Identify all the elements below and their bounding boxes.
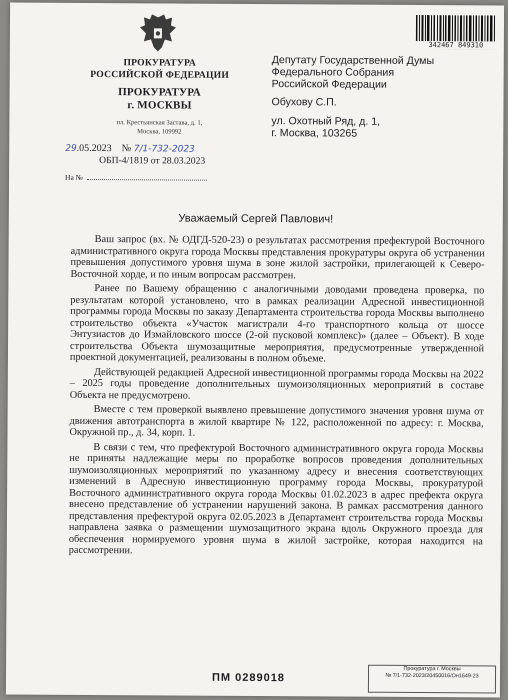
coat-of-arms-icon bbox=[136, 11, 180, 55]
recipient-address-line1: ул. Охотный Ряд, д. 1, bbox=[271, 115, 381, 128]
recipient-title-line3: Российской Федерации bbox=[271, 78, 387, 91]
reply-to-label: На № bbox=[65, 172, 83, 182]
recipient-title-line1: Депутату Государственной Думы bbox=[271, 54, 435, 68]
form-serial-number: ПМ 0289018 bbox=[211, 671, 285, 685]
letter-body bbox=[69, 234, 485, 562]
office-name-line2: г. МОСКВЫ bbox=[127, 99, 192, 112]
reply-to-field bbox=[65, 173, 207, 183]
office-address-line1: пл. Крестьянская Застава, д. 1, bbox=[116, 119, 203, 127]
paragraph-2: Ранее по Вашему обращению с аналогичными доводами проведена проверка, по результатам которой установлено, что в рамках реализации Адресной инвестиционной программы города Москвы по заказу Департамента строительства города Москвы выполнено строительство объекта «Участок магистрали 4-го транспортного кольца от шоссе Энтузиастов до Измайловского шоссе (2-ой пусковой комплекс)» (далее – Объект). В ходе строительства Объекта шумозащитные мероприятия, предусмотренные утвержденной проектной документацией, реализованы в полном объеме. bbox=[69, 283, 485, 365]
paragraph-3: Действующей редакцией Адресной инвестиционной программы города Москвы на 2022 – 2025 годы проведение дополнительных шумоизоляционных мероприятий в составе Объекта не предусмотрено. bbox=[69, 366, 484, 402]
paragraph-5: В связи с тем, что префектурой Восточного административного округа города Москвы не приняты надлежащие меры по проработке вопросов проведения дополнительных шумоизоляционных мероприятий по указанному адресу и внесения соответствующих изменений в Адресную инвестиционную программу города Москвы, прокуратурой Восточного административного округа города Москвы 01.02.2023 в адрес префекта округа внесено представление об устранении нарушений закона. В рамках рассмотрения данного представления префектурой округа 02.05.2023 в Департамент строительства города Москвы направлена заявка о размещении шумозащитного экрана вдоль Окружного проезда для обеспечения нормируемого уровня шума в жилой застройке, которая находится на рассмотрении. bbox=[68, 441, 484, 557]
org-name-line2: РОССИЙСКОЙ ФЕДЕРАЦИИ bbox=[90, 68, 230, 81]
stamp-line2: № 7/1-732-2023/20450016/Он1649-23 bbox=[385, 672, 479, 680]
greeting: Уважаемый Сергей Павлович! bbox=[178, 212, 334, 226]
number-sign: № bbox=[121, 143, 132, 155]
stamp-line1: Прокуратура г. Москвы bbox=[403, 665, 461, 673]
recipient-address-line2: г. Москва, 103265 bbox=[271, 127, 358, 140]
handwritten-reg-number: 7/1-732-2023 bbox=[133, 144, 195, 155]
registration-stamp bbox=[368, 665, 496, 694]
recipient-title-line2: Федерального Собрания bbox=[271, 66, 395, 79]
letter-page bbox=[6, 2, 504, 697]
org-name-line1: ПРОКУРАТУРА bbox=[123, 57, 197, 69]
handwritten-day: 29 bbox=[65, 143, 77, 154]
barcode-number: 342467 849310 bbox=[414, 41, 498, 50]
paragraph-1: Ваш запрос (вх. № ОДГД-520-23) о результатах рассмотрения префектурой Восточного административного округа города Москвы представления прокуратуры округа об устранении превышения допустимого уровня шума в зоне жилой застройки, прилегающей к Северо-Восточной хорде, и по иным вопросам рассмотрен. bbox=[70, 234, 485, 281]
recipient-name: Обухову С.П. bbox=[271, 96, 337, 109]
office-address-line2: Москва, 109992 bbox=[137, 128, 182, 136]
outgoing-date-number bbox=[65, 143, 195, 155]
office-name-line1: ПРОКУРАТУРА bbox=[118, 86, 201, 99]
printed-month-year: .05.2023 bbox=[76, 142, 112, 155]
paragraph-4: Вместе с тем проверкой выявлено превышение допустимого значения уровня шума от движения автотранспорта в жилой квартире № 122, расположенной по адресу: г. Москва, Окружной пр., д. 34, корп. 1. bbox=[69, 404, 484, 439]
reply-to-blank bbox=[87, 179, 207, 181]
reference-number: ОБП-4/1819 от 28.03.2023 bbox=[99, 155, 206, 167]
